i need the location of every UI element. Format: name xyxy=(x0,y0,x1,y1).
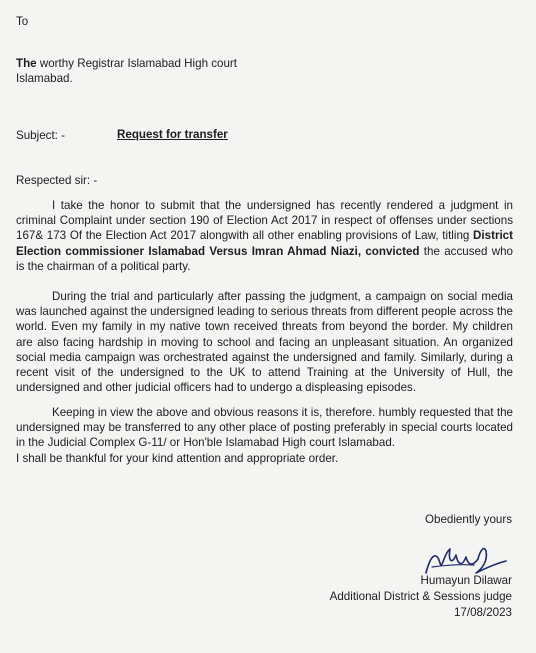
paragraph-2 xyxy=(16,289,513,395)
salutation: Respected sir: - xyxy=(16,174,98,187)
letter-date: 17/08/2023 xyxy=(453,606,512,619)
addressee-line-1 xyxy=(16,56,237,71)
to-label: To xyxy=(16,15,29,28)
signer-name: Humayun Dilawar xyxy=(420,574,512,587)
paragraph-1-text-b: the accused who is the chairman of a political party. xyxy=(16,244,513,273)
paragraph-1-text-a: I take the honor to submit that the undersigned has recently rendered a judgment in criminal Complaint under section 190 of Election Act 2017 in respect of offenses under sections 167& 173 Of the Election Act 2017 alongwith all other enabling provisions of Law, titling xyxy=(16,199,513,243)
closing: Obediently yours xyxy=(425,513,512,526)
subject-value: Request for transfer xyxy=(117,128,228,141)
addressee-the: The xyxy=(16,57,37,70)
paragraph-3 xyxy=(16,405,513,451)
addressee-rest: worthy Registrar Islamabad High court xyxy=(36,57,238,70)
paragraph-4: I shall be thankful for your kind attention and appropriate order. xyxy=(16,452,339,465)
subject-label: Subject: - xyxy=(16,129,65,142)
addressee-line-2: Islamabad. xyxy=(16,72,73,85)
paragraph-3-text: Keeping in view the above and obvious reasons it is, therefore. humbly requested that the undersigned may be transferred to any other place of posting preferably in special courts located in the Judicial Complex G-11/ or Hon'ble Islamabad High court Islamabad. xyxy=(16,406,513,450)
signer-title: Additional District & Sessions judge xyxy=(329,590,512,603)
paragraph-1 xyxy=(16,198,513,274)
case-title: District Election commissioner Islamabad Versus Imran Ahmad Niazi, convicted xyxy=(16,229,513,258)
paragraph-2-text: During the trial and particularly after passing the judgment, a campaign on social media was launched against the undersigned leading to serious threats from different people across the world. Even my family in my native town received threats from beyond the border. My children are also facing hardship in moving to school and facing an unpleasant situation. An organized social media campaign was orchestrated against the undersigned and family. Similarly, during a recent visit of the undersigned to the UK to attend Training at the University of Hull, the undersigned and other judicial officers had to undergo a displeasing episodes. xyxy=(16,290,513,395)
